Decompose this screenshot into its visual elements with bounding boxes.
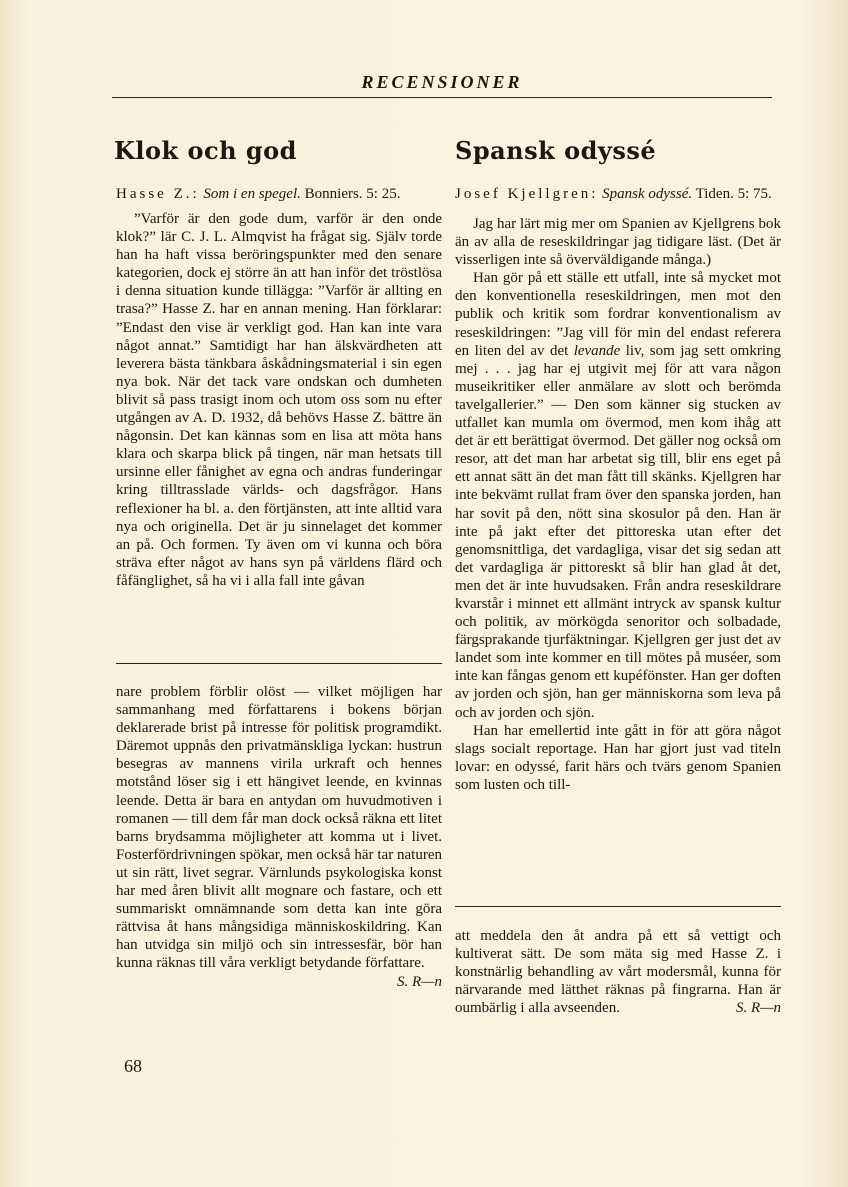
right-continued-paragraph: att meddela den åt andra på ett så vettigt och kultiverat sätt. De som mäta sig med Hasse Z. i konstnärlig behandling av vårt modersmål, kunna för närvarande med lätthet räknas på fingrarna. Han är oumbärlig i alla avseenden. (455, 928, 781, 1017)
right-review-body (455, 185, 781, 794)
right-signature: S. R—n (736, 1000, 781, 1017)
left-byline-book: Som i en spegel. (203, 186, 301, 202)
left-byline-author: Hasse Z.: (116, 186, 200, 202)
left-review-byline (116, 185, 442, 203)
right-byline-book: Spansk odyssé. (602, 186, 693, 202)
right-column-divider (455, 906, 781, 907)
left-review-paragraph: ”Varför är den gode dum, varför är den onde klok?” lär C. J. L. Almqvist ha frågat sig. Själv torde han ha haft vissa beröringspunkter med den senare kategorien, dock ej större än att han inför det tröstlösa i denna situation kunde tillägga: ”Varför är allting en trasa?” Hasse Z. har en annan mening. Han förklarar: ”Endast den vise är verkligt god. Han kan inte vara något annat.” Samtidigt har han älskvärdheten att leverera bästa tänkbara åskådningsmaterial i sin egen nya bok. När det tack vare ondskan och dumheten blivit så pass trasigt inom och utom oss som nu efter utgången av A. D. 1932, då behövs Hasse Z. bättre än någonsin. Det kan kännas som en lisa att möta hans klara och skarpa blick på tingen, när man hetsats till ursinne eller fånighet av egna och andras funderingar kring tilltrasslade världs- och dagsfrågor. Hans reflexioner ha bl. a. den förtjänsten, att inte alltid vara nya och originella. Det är ju sinnelaget det kommer an på. Och formen. Ty även om vi kunna och böra sträva efter något av hans syn på världens flärd och fåfänglighet, så ha vi i alla fall inte gåvan (116, 211, 442, 589)
right-review-paragraph-2 (455, 269, 781, 721)
right-byline-author: Josef Kjellgren: (455, 186, 599, 202)
right-review-paragraph-3: Han har emellertid inte gått in för att göra något slags socialt reportage. Han har gjort just vad titeln lovar: en odyssé, farit härs och tvärs genom Spanien som lusten och till- (455, 722, 781, 793)
right-p2-part-a: Han gör på ett ställe ett utfall, inte så mycket mot den konventionella reseskildringen, men mot den publik och kritik som fordrar konventionalism av reseskildringen: ”Jag vill för min del endast referera en liten del av det (455, 270, 781, 359)
left-review-body (116, 185, 442, 590)
left-review-title: Klok och god (114, 136, 297, 165)
right-review-byline (455, 185, 781, 203)
header-rule (112, 97, 772, 98)
right-p2-part-b: liv, som jag sett omkring mej . . . jag har ej utgivit mej för att vara någon museikritiker eller anmälare av slott och berömda tavelgallerier.” — Den som känner sig stucken av utfallet kan mumla om övermod, men kom ihåg att det är ett berättigat övermod. Det gäller nog också om resor, att det man har arbetat sig till, blir ens eget på ett annat sätt än det man fått till skänks. Kjellgren har inte bekvämt rullat fram över den spanska jorden, han har sovit på den, nött sina skosulor på den. Han är inte på jakt efter det pittoreska utan efter det genomsnittliga, det vardagliga, visar det sig sedan att det vardagliga är pittoreskt så blir han glad åt det, men det är inte huvudsaken. Från andra reseskildrare kvarstår i minnet ett allmänt intryck av spansk kultur och politik, av mörkögda senoritor och solbadade, färgsprakande tjurfäktningar. Kjellgren ger just det av landet som inte kommer en till mötes på muséer, som inte kan fångas genom ett kupéfönster. Han ger doften av jorden och sjön, han ger människorna som leva på och av jorden och sjön. (455, 342, 782, 721)
left-byline-publisher: Bonniers. 5: 25. (304, 186, 401, 202)
right-continued-body (455, 927, 781, 1018)
right-review-title: Spansk odyssé (455, 136, 657, 165)
left-signature: S. R—n (397, 973, 442, 990)
section-header: RECENSIONER (361, 72, 523, 92)
right-byline-publisher: Tiden. 5: 75. (695, 186, 772, 202)
page-number: 68 (124, 1056, 142, 1076)
right-review-paragraph-1: Jag har lärt mig mer om Spanien av Kjellgrens bok än av alla de reseskildringar jag tidigare läst. (Det är visserligen inte så överväldigande många.) (455, 216, 781, 269)
left-continued-paragraph: nare problem förblir olöst — vilket möjligen har sammanhang med författarens i bokens början deklarerade brist på intresse för politisk programdikt. Däremot uppnås den privatmänskliga lyckan: hustrun besegras av mannens virila urkraft och hennes motstånd löser sig i ett hängivet leende, en kvinnas leende. Detta är bara en antydan om huvudmotiven i romanen — till dem får man dock också räkna ett litet barns brydsamma möjligheter att komma ut i livet. Fosterfördrivningen spökar, men också här tar naturen ut sin rätt, livet segrar. Värnlunds psykologiska konst har med åren blivit allt mognare och fastare, och ett summariskt omnämnande som detta kan inte göra rättvisa åt hans mångsidiga människoskildring. Kan han utvidga sin miljö och sin intressesfär, bör han kunna räknas till våra verkligt betydande författare. (116, 684, 442, 972)
left-continued-body (116, 683, 442, 991)
left-column-divider (116, 663, 442, 664)
right-p2-emphasis: levande (573, 342, 621, 359)
